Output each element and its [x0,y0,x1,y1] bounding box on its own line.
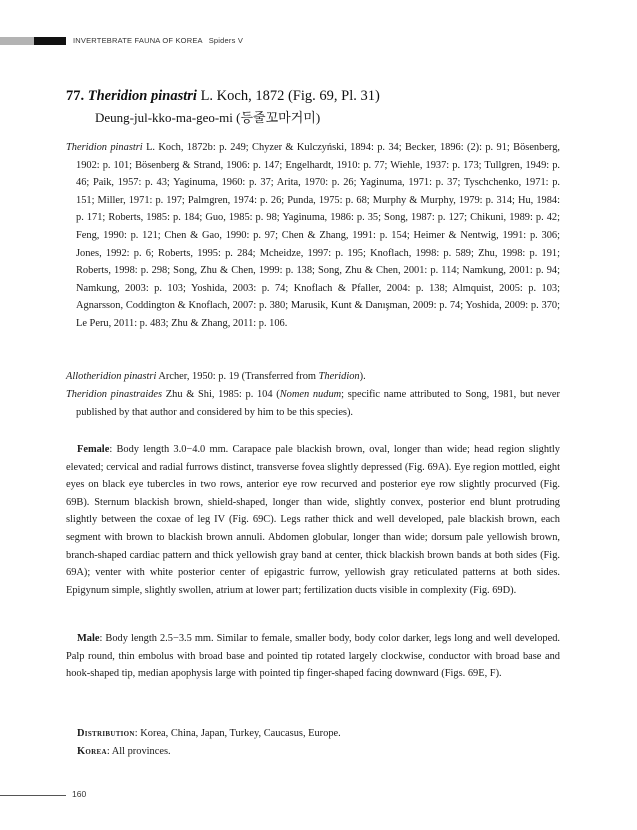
synonymy-entry [66,386,560,421]
species-name: Theridion pinastri [87,88,197,104]
species-heading [66,88,380,105]
female-label: Female [77,444,110,455]
male-description [66,630,560,683]
korea-distribution [77,743,171,760]
synonymy-entry [66,368,560,386]
distribution [77,725,341,742]
korea-label: Korea [77,746,107,757]
synonym-note: ; specific name attributed to Song, 1981, but never published by that author and considered by him to be this species). [76,389,560,418]
synonym-name: Allotheridion pinastri [66,371,157,382]
female-description [66,441,560,599]
synonym-citation: Archer, 1950: p. 19 (Transferred from [158,371,319,382]
korea-text: : All provinces. [106,746,171,757]
synonym-name: Theridion pinastri [66,142,143,153]
nomen-nudum: Nomen nudum [279,389,342,400]
page-number: 160 [72,789,87,799]
male-text: : Body length 2.5−3.5 mm. Similar to female, smaller body, body color darker, legs long and well developed. Palp round, thin embolus with broad base and pointed tip rotated largely clockwise, conductor with broad base and hook-shaped tip, median apophysis large with pointed tip finger-shaped facing downward (Figs. 69E, F). [66,633,560,680]
header-bar-grey [0,37,34,45]
series-title: INVERTEBRATE FAUNA OF KOREA [73,36,203,45]
synonym-genus: Theridion [318,371,360,382]
distribution-text: : Korea, China, Japan, Turkey, Caucasus, Europe. [134,728,341,739]
footer-rule [0,795,66,796]
male-label: Male [77,633,100,644]
distribution-label: Distribution [77,728,135,739]
synonym-name: Theridion pinastraides [66,389,163,400]
running-header [73,36,243,45]
header-bar-black [34,37,66,45]
species-authority: L. Koch, 1872 (Fig. 69, Pl. 31) [200,88,380,104]
synonymy-entry [66,139,560,333]
synonym-citation: Zhu & Shi, 1985: p. 104 ( [165,389,280,400]
common-name: Deung-jul-kko-ma-geo-mi (등줄꼬마거미) [95,110,321,125]
entry-number: 77. [66,88,85,104]
synonym-citations: L. Koch, 1872b: p. 249; Chyzer & Kulczyński, 1894: p. 34; Becker, 1896: (2): p. 91; Bösenberg, 1902: p. 101; Bösenberg & Strand, 1906: p. 147; Engelhardt, 1910: p. 77; Wiehle, 1937: p. 173; Tullgren, 1949: p. 46; Paik, 1957: p. 43; Yaginuma, 1960: p. 37; Arita, 1970: p. 26; Yaginuma, 1971: p. 37; Tyschchenko, 1971: p. 151; Miller, 1971: p. 197; Palmgren, 1974: p. 26; Punda, 1975: p. 68; Murphy & Murphy, 1979: p. 314; Hu, 1984: p. 171; Roberts, 1985: p. 184; Guo, 1985: p. 98; Yaginuma, 1986: p. 35; Song, 1987: p. 127; Chikuni, 1989: p. 42; Feng, 1990: p. 121; Chen & Gao, 1990: p. 97; Chen & Zhang, 1991: p. 154; Heimer & Nentwig, 1991: p. 306; Jones, 1992: p. 6; Roberts, 1995: p. 284; Mcheidze, 1997: p. 195; Knoflach, 1998: p. 589; Zhu, 1998: p. 191; Roberts, 1998: p. 298; Song, Zhu & Chen, 1999: p. 138; Song, Zhu & Chen, 2001: p. 114; Namkung, 2001: p. 94; Namkung, 2003: p. 103; Yoshida, 2003: p. 74; Knoflach & Pfaller, 2004: p. 138; Almquist, 2005: p. 103; Agnarsson, Coddington & Knoflach, 2007: p. 380; Marusik, Kunt & Danışman, 2009: p. 74; Yoshida, 2009: p. 370; Le Peru, 2011: p. 483; Zhu & Zhang, 2011: p. 106. [76,142,560,329]
synonym-citation-end: ). [359,371,366,382]
volume-title: Spiders V [208,36,244,45]
female-text: : Body length 3.0−4.0 mm. Carapace pale blackish brown, oval, longer than wide; head region slightly elevated; cervical and radial furrows distinct, transverse fovea slightly depressed (Fig. 69A). Eye region mottled, eight eyes on black eye tubercles in two rows, anterior eye row recurved and posterior eye row slightly procurved (Fig. 69B). Sternum blackish brown, shield-shaped, longer than wide, slightly convex, posterior end blunt protruding slightly between the coxae of leg IV (Fig. 69C). Legs rather thick and well developed, pale blackish brown, each segment with brown to blackish brown annuli. Abdomen globular, longer than wide; dorsum pale yellowish brown, branch-shaped cardiac pattern and thick yellowish gray band at center, thick blackish brown bands at both sides (Fig. 69A); venter with white posterior center of epigastric furrow, yellowish gray reticulated patterns at both sides. Epigynum simple, slightly swollen, atrium at lower part; fertilization ducts visible in complexity (Fig. 69D). [66,444,560,596]
